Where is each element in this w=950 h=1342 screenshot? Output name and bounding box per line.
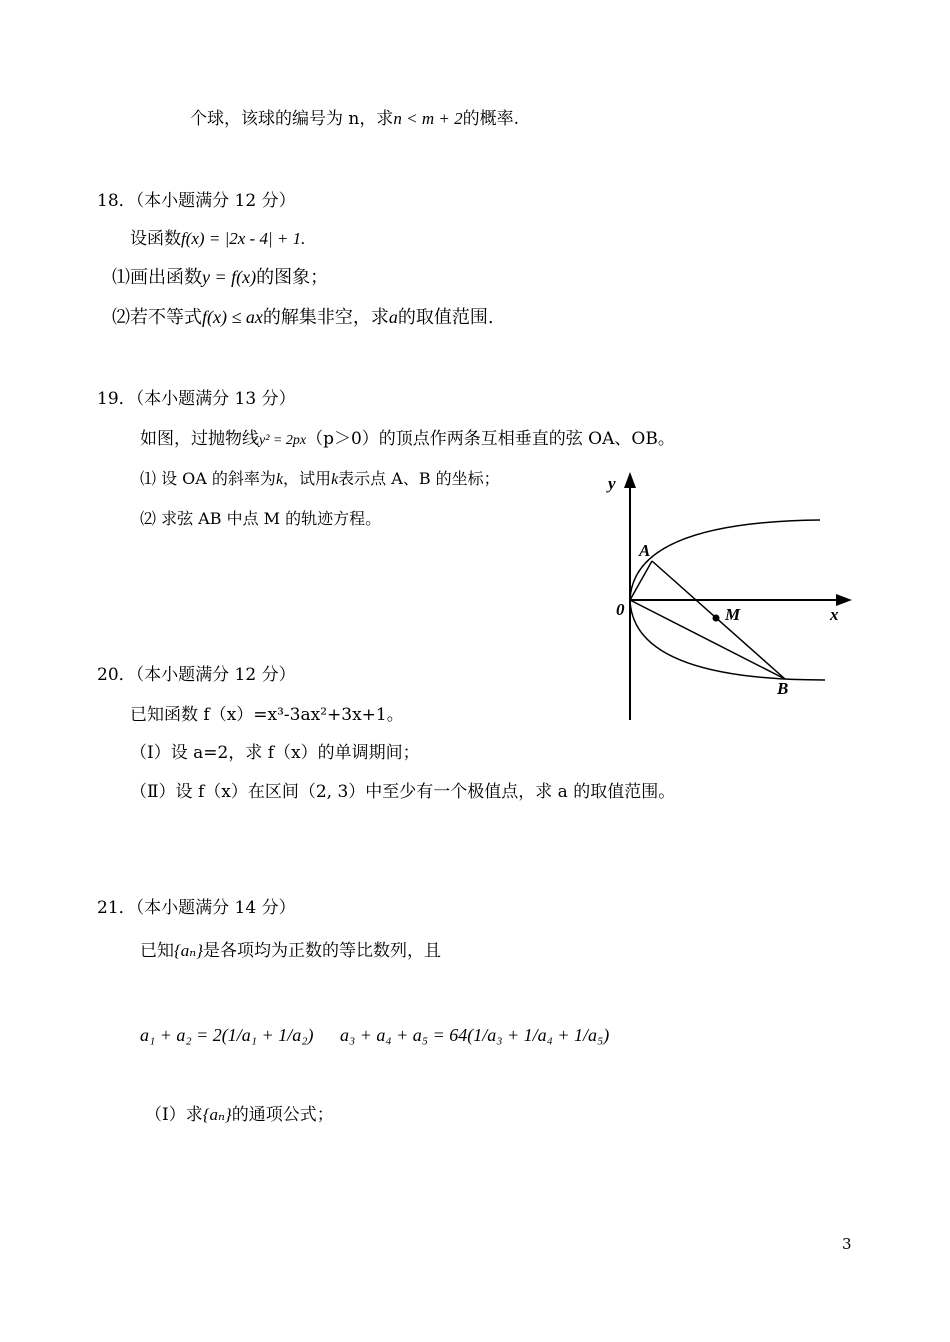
parabola-upper xyxy=(630,520,820,600)
q20-part1: （Ⅰ）设 a=2，求 f（x）的单调期间； xyxy=(130,743,420,763)
q18-define-text: 设函数 xyxy=(130,229,181,249)
q18-part2 xyxy=(112,306,494,329)
intro-text: 个球，该球的编号为 n，求 xyxy=(190,109,394,129)
q18-part2-mid: 的解集非空，求 xyxy=(262,307,389,328)
q20-header: 20．（本小题满分 12 分） xyxy=(97,665,296,685)
parabola-figure xyxy=(590,462,870,724)
q20-part2: （Ⅱ）设 f（x）在区间（2, 3）中至少有一个极值点，求 a 的取值范围。 xyxy=(130,782,676,802)
q21-intro-suffix: 是各项均为正数的等比数列，且 xyxy=(203,941,441,961)
q18-define-math: f(x) = |2x - 4| + 1. xyxy=(181,229,306,248)
q19-part1-mid: ，试用 xyxy=(283,469,332,488)
q18-part2-text: 若不等式 xyxy=(130,307,202,328)
q19-part1-text: ⑴ 设 OA 的斜率为 xyxy=(140,469,276,488)
chord-ob xyxy=(630,600,785,679)
q18-part1-text: 画出函数 xyxy=(130,267,202,288)
point-a-label: A xyxy=(639,541,651,560)
q19-part1-suffix: 表示点 A、B 的坐标； xyxy=(338,469,500,488)
q18-part1-suffix: 的图象； xyxy=(256,267,329,288)
q21-intro-text: 已知 xyxy=(140,941,174,961)
q18-part1 xyxy=(112,266,328,289)
q21-equation-2: a₃ + a₄ + a₅ = 64(1/a₃ + 1/a₄ + 1/a₅) xyxy=(340,1025,610,1045)
q19-header: 19．（本小题满分 13 分） xyxy=(97,389,296,409)
q19-intro-text: 如图，过抛物线 xyxy=(140,429,259,449)
q18-part2-suffix: 的取值范围. xyxy=(397,307,494,328)
q21-equation-1: a₁ + a₂ = 2(1/a₁ + 1/a₂) xyxy=(140,1025,314,1045)
point-b-label: B xyxy=(777,679,789,698)
q21-part1-text: （Ⅰ）求 xyxy=(145,1105,203,1125)
y-axis-label: y xyxy=(608,474,616,493)
q18-header: 18．（本小题满分 12 分） xyxy=(97,191,296,211)
q18-part2-var: a xyxy=(388,307,398,327)
q21-part1-suffix: 的通项公式； xyxy=(231,1105,334,1125)
q18-definition xyxy=(130,228,305,250)
midpoint-m xyxy=(713,615,720,622)
q21-part1 xyxy=(145,1104,334,1126)
origin-label: 0 xyxy=(616,600,625,619)
q18-part2-math: f(x) ≤ ax xyxy=(202,307,263,327)
q18-part2-label: ⑵ xyxy=(112,307,130,328)
q20-intro: 已知函数 f（x）=x³-3ax²+3x+1。 xyxy=(130,705,404,725)
q19-intro-math: y² = 2px xyxy=(259,433,307,448)
q19-part1 xyxy=(140,468,500,491)
q19-part1-var2: k xyxy=(331,471,339,488)
intro-suffix: 的概率. xyxy=(462,109,519,129)
q21-intro xyxy=(140,940,441,962)
q19-intro-suffix: 的顶点作两条互相垂直的弦 OA、OB。 xyxy=(378,429,675,449)
q19-part2: ⑵ 求弦 AB 中点 M 的轨迹方程。 xyxy=(140,509,382,528)
point-m-label: M xyxy=(725,605,741,624)
q19-intro xyxy=(140,428,675,452)
q18-part1-math: y = f(x) xyxy=(202,267,257,287)
x-axis-label: x xyxy=(830,605,839,624)
y-axis-arrow xyxy=(624,472,636,488)
q21-header: 21．（本小题满分 14 分） xyxy=(97,898,296,918)
page-number: 3 xyxy=(842,1235,852,1253)
q18-part1-label: ⑴ xyxy=(112,267,130,288)
q19-part1-var: k xyxy=(275,471,284,488)
intro-line xyxy=(190,108,519,130)
q21-part1-math: {aₙ} xyxy=(202,1105,232,1124)
q19-intro-cond: （p＞0） xyxy=(306,429,379,449)
intro-math: n < m + 2 xyxy=(393,109,463,128)
q21-intro-math: {aₙ} xyxy=(174,941,203,960)
